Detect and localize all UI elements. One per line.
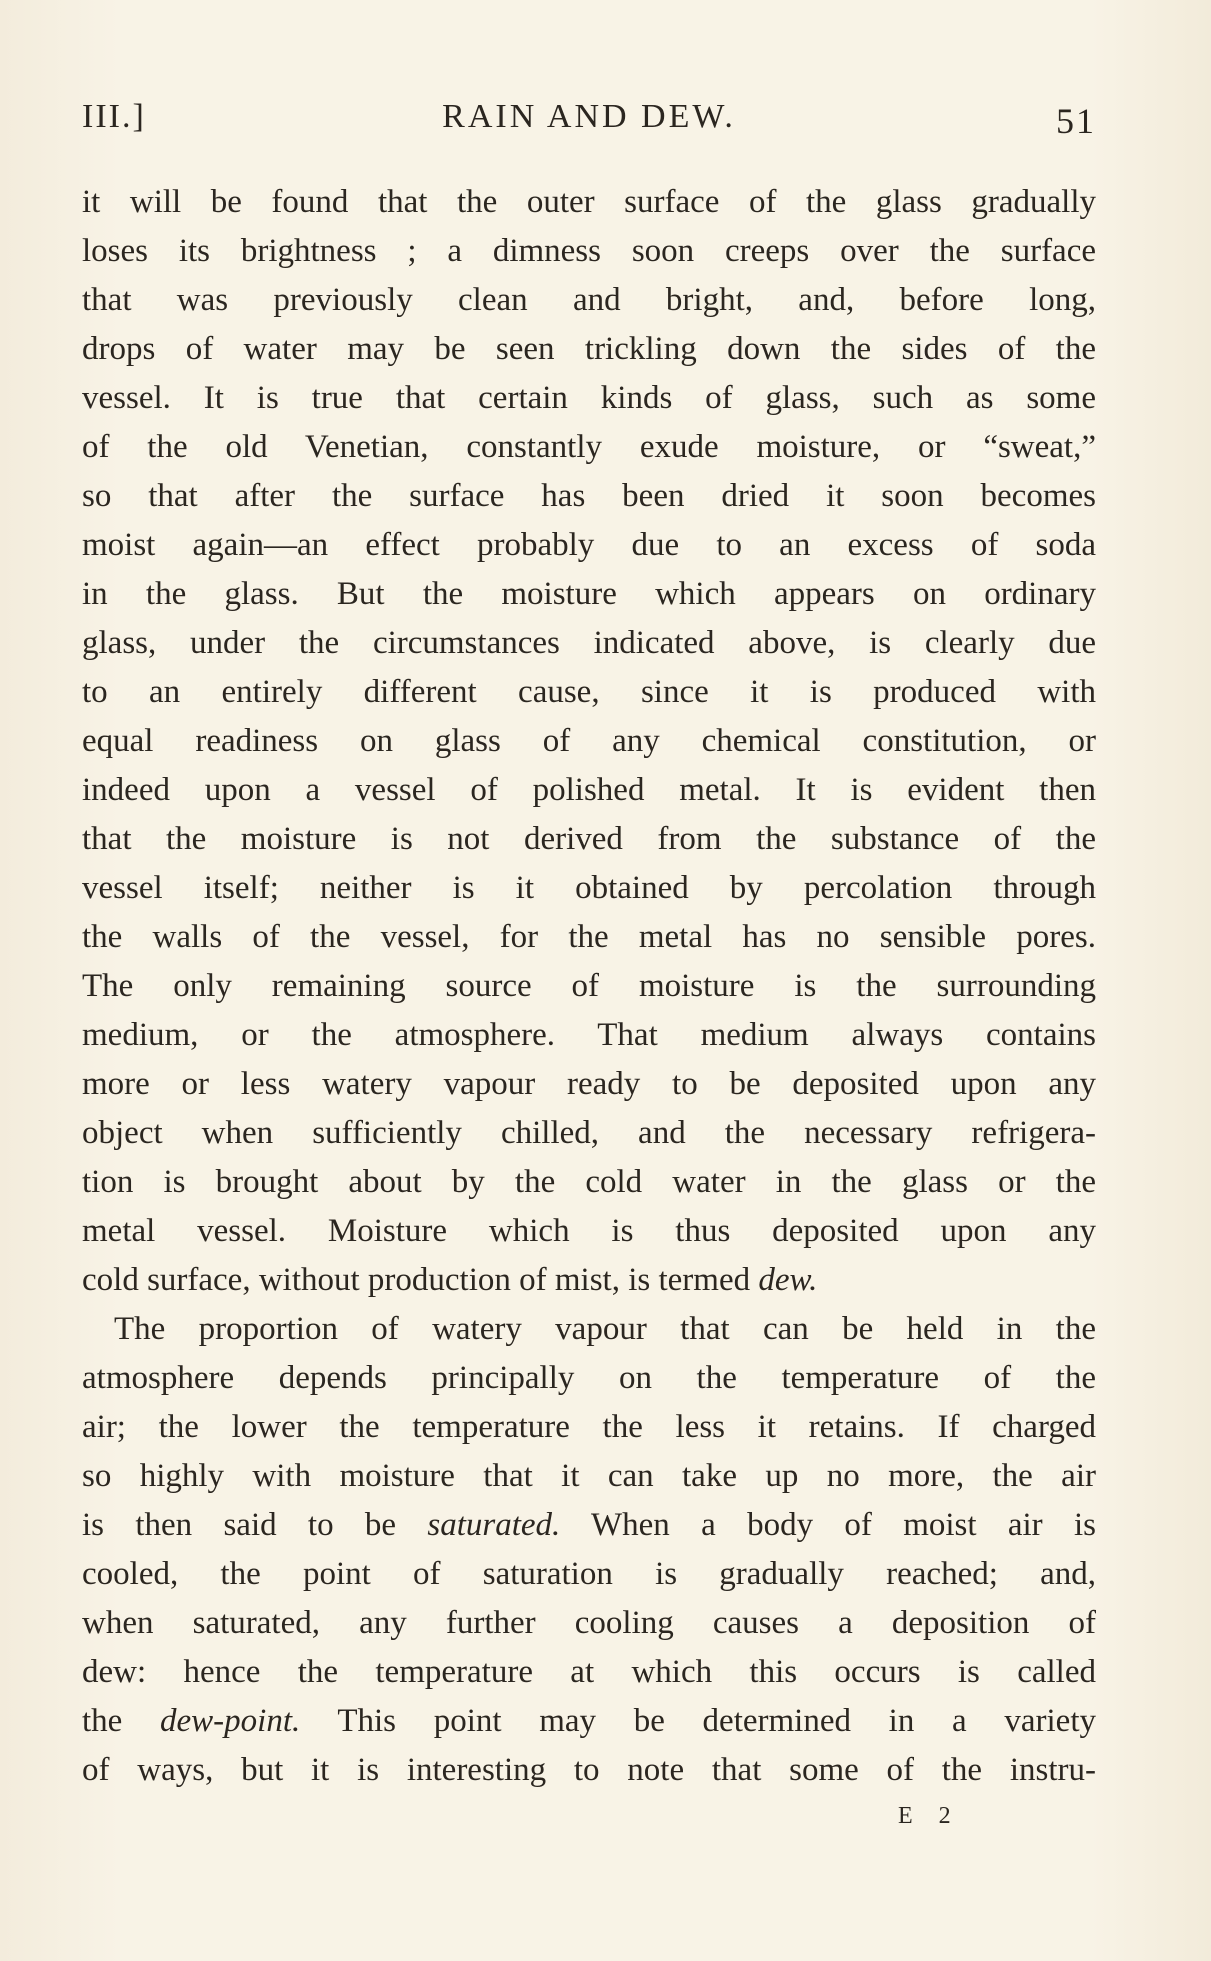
text-line-with-italic [82, 1697, 1096, 1746]
text-line: vessel. It is true that certain kinds of glass, such as some [82, 380, 1096, 416]
text-line: so highly with moisture that it can take up no more, the air [82, 1458, 1096, 1494]
italic-term-dew: dew. [758, 1262, 818, 1298]
text-line: to an entirely different cause, since it is produced with [82, 674, 1096, 710]
line-text: This point may be determined in a variety [300, 1703, 1096, 1739]
text-line: equal readiness on glass of any chemical constitution, or [82, 723, 1096, 759]
chapter-marker: III.] [82, 98, 146, 135]
line-text: the [82, 1703, 161, 1739]
text-line: moist again—an effect probably due to an excess of soda [82, 527, 1096, 563]
text-line: of ways, but it is interesting to note that some of the instru- [82, 1752, 1096, 1788]
text-line: vessel itself; neither is it obtained by percolation through [82, 870, 1096, 906]
text-line: cooled, the point of saturation is gradually reached; and, [82, 1556, 1096, 1592]
text-line: so that after the surface has been dried it soon becomes [82, 478, 1096, 514]
text-line-with-italic [82, 1501, 1096, 1550]
text-line: when saturated, any further cooling causes a deposition of [82, 1605, 1096, 1641]
body-text [82, 178, 1096, 1795]
text-line: The only remaining source of moisture is the surrounding [82, 968, 1096, 1004]
text-line: atmosphere depends principally on the temperature of the [82, 1360, 1096, 1396]
running-title: RAIN AND DEW. [442, 98, 736, 135]
italic-term-saturated: saturated. [427, 1507, 561, 1543]
text-line: that was previously clean and bright, and, before long, [82, 282, 1096, 318]
text-line: more or less watery vapour ready to be deposited upon any [82, 1066, 1096, 1102]
line-text: When a body of moist air is [560, 1507, 1096, 1543]
page-number: 51 [1056, 101, 1096, 141]
text-line: drops of water may be seen trickling down the sides of the [82, 331, 1096, 367]
text-line: loses its brightness ; a dimness soon creeps over the surface [82, 233, 1096, 269]
text-line: indeed upon a vessel of polished metal. It is evident then [82, 772, 1096, 808]
text-line: in the glass. But the moisture which appears on ordinary [82, 576, 1096, 612]
line-text: is then said to be [82, 1507, 428, 1543]
signature-mark: E 2 [898, 1803, 961, 1829]
text-line: glass, under the circumstances indicated above, is clearly due [82, 625, 1096, 661]
text-line: dew: hence the temperature at which this occurs is called [82, 1654, 1096, 1690]
text-line: object when sufficiently chilled, and the necessary refrigera- [82, 1115, 1096, 1151]
text-line: that the moisture is not derived from the substance of the [82, 821, 1096, 857]
text-line: air; the lower the temperature the less it retains. If charged [82, 1409, 1096, 1445]
running-header [82, 98, 1096, 146]
line-text: cold surface, without production of mist, is termed [82, 1262, 759, 1298]
text-line: metal vessel. Moisture which is thus deposited upon any [82, 1213, 1096, 1249]
paragraph-start-line: The proportion of watery vapour that can be held in the [114, 1311, 1096, 1347]
text-line: tion is brought about by the cold water in the glass or the [82, 1164, 1096, 1200]
text-line: the walls of the vessel, for the metal has no sensible pores. [82, 919, 1096, 955]
text-line: of the old Venetian, constantly exude moisture, or “sweat,” [82, 429, 1096, 465]
text-line: it will be found that the outer surface of the glass gradually [82, 184, 1096, 220]
text-line: medium, or the atmosphere. That medium always contains [82, 1017, 1096, 1053]
italic-term-dew-point: dew-point. [160, 1703, 301, 1739]
paragraph-end-line [82, 1256, 1096, 1305]
